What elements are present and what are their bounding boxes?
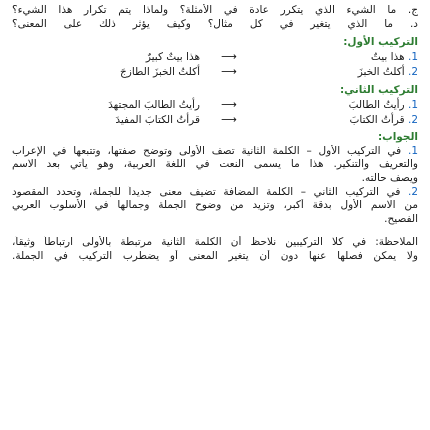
answer-text: في التركيب الأول – الكلمة الثانية تصف الأولى وتوضح صفتها، وتتبعها في الإعراب [12, 144, 402, 157]
section-one [12, 35, 418, 79]
intro-block [12, 4, 418, 31]
pair-source [258, 66, 418, 78]
answer-item [12, 186, 418, 227]
closing-block [12, 236, 418, 263]
answer-line [12, 145, 418, 159]
pair-row [12, 64, 418, 79]
answer-item [12, 145, 418, 186]
answer-text: في التركيب الثاني – الكلمة المضافة تضيف معنى جديداً للجملة، وتحدد المقصود [12, 185, 401, 198]
pair-source [258, 99, 418, 111]
answer-line: الفصيح. [384, 212, 418, 225]
answer-line: من الاسم الأول بدقة أكبر، وتزيد من وضوح الجملة وجمالها في الأسلوب العربي [12, 199, 418, 212]
pair-target: هذا بيتٌ كبيرٌ [145, 50, 200, 63]
section-two-title: التركيب الثاني: [339, 84, 418, 97]
arrow-icon: ⟶ [221, 65, 237, 79]
answer-heading: الجواب: [377, 131, 418, 144]
pair-source-text: رأيتُ الطالبَ [348, 98, 405, 111]
pair-source [258, 51, 418, 63]
intro-line: ج. ما الشيء الذي يتكرر عادة في الأمثلة؟ ولماذا يتم تكرار هذا الشيء؟ [12, 4, 418, 16]
pair-source-text: هذا بيتٌ [370, 50, 405, 63]
pair-row [12, 97, 418, 112]
closing-line: ولا يمكن فصلها عنها دون أن يتغير المعنى أو يضطرب التركيب في الجملة. [12, 249, 418, 262]
pair-source [258, 114, 418, 126]
answer-number: 2. [407, 185, 418, 198]
pair-number: 2. [407, 113, 418, 126]
answer-number: 1. [407, 144, 418, 157]
pair-target: أكلتُ الخبزَ الطازجَ [119, 65, 200, 78]
pair-source-text: أكلتُ الخبزَ [357, 65, 405, 78]
answer-line [12, 186, 418, 200]
closing-line: الملاحظة: في كلا التركيبين نلاحظ أن الكلمة الثانية مرتبطة بالأولى ارتباطاً وثيقاً، [12, 236, 418, 249]
pair-number: 2. [407, 65, 418, 78]
arrow-icon: ⟶ [221, 98, 237, 112]
intro-line: د. ما الذي يتغير في كل مثال؟ وكيف يؤثر ذلك على المعنى؟ [12, 17, 418, 30]
pair-target: قرأتُ الكتابَ المفيدَ [115, 113, 200, 126]
pair-row [12, 112, 418, 127]
pair-number: 1. [407, 98, 418, 111]
arrow-icon: ⟶ [221, 113, 237, 127]
section-two [12, 83, 418, 127]
section-one-title: التركيب الأول: [343, 36, 418, 49]
arrow-icon: ⟶ [221, 50, 237, 64]
pair-target: رأيتُ الطالبَ المجتهدَ [108, 98, 200, 111]
pair-number: 1. [407, 50, 418, 63]
answer-line: ويصف حالته. [361, 171, 418, 184]
answer-line: والتعريف والتنكير. هذا ما يسمى النعت في اللغة العربية، وهو يأتي بعد الاسم [12, 158, 418, 171]
pair-source-text: قرأتُ الكتابَ [349, 113, 405, 126]
pair-row [12, 49, 418, 64]
